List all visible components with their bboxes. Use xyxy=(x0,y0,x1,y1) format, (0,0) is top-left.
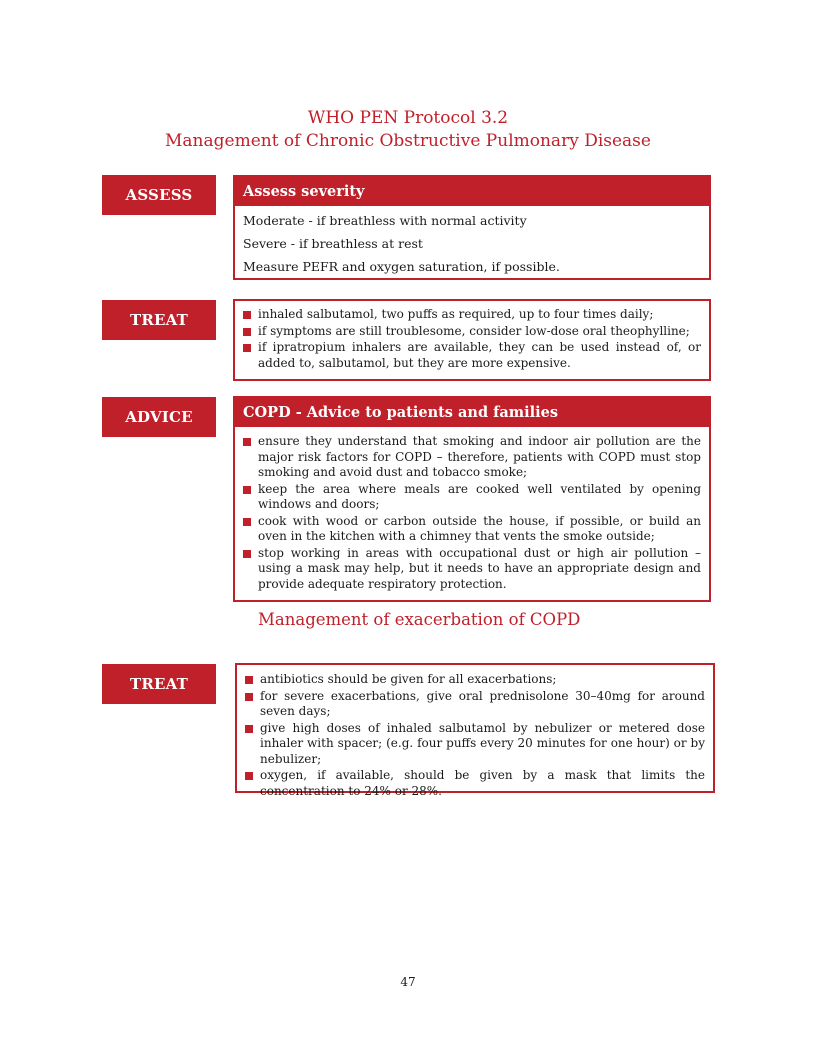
bullet-icon xyxy=(243,486,251,494)
advice-label: ADVICE xyxy=(102,397,216,437)
assess-line-severe: Severe - if breathless at rest xyxy=(243,236,423,251)
bullet-icon xyxy=(245,725,253,733)
bullet-icon xyxy=(243,344,251,352)
exacerbation-title: Management of exacerbation of COPD xyxy=(258,610,581,629)
protocol-title: WHO PEN Protocol 3.2 xyxy=(307,108,509,128)
list-item: stop working in areas with occupational dust or high air pollution – using a mask may help, but it needs to have an appropriate design and provide adequate respiratory protection. xyxy=(243,546,701,593)
page-number: 47 xyxy=(400,975,416,989)
list-item: if ipratropium inhalers are available, they can be used instead of, or added to, salbutamol, but they are more expensive. xyxy=(243,340,701,371)
list-item: give high doses of inhaled salbutamol by nebulizer or metered dose inhaler with spacer; (e.g. four puffs every 20 minutes for one hour) or by nebulizer; xyxy=(245,721,705,768)
list-item: oxygen, if available, should be given by a mask that limits the concentration to 24% or 28%. xyxy=(245,768,705,799)
treat-exacerbation-box xyxy=(235,663,715,798)
bullet-icon xyxy=(245,693,253,701)
list-item: inhaled salbutamol, two puffs as required, up to four times daily; xyxy=(243,307,701,323)
bullet-icon xyxy=(243,328,251,336)
treat-list xyxy=(235,301,709,371)
assess-header: Assess severity xyxy=(235,177,709,206)
assess-label: ASSESS xyxy=(102,175,216,215)
bullet-icon xyxy=(243,518,251,526)
list-item: cook with wood or carbon outside the house, if possible, or build an oven in the kitchen with a chimney that vents the smoke outside; xyxy=(243,514,701,545)
advice-list xyxy=(235,427,709,592)
assess-line-moderate: Moderate - if breathless with normal activity xyxy=(243,213,527,228)
bullet-icon xyxy=(245,772,253,780)
assess-box xyxy=(233,175,711,280)
treat-exacerbation-label: TREAT xyxy=(102,664,216,704)
bullet-icon xyxy=(245,676,253,684)
bullet-icon xyxy=(243,438,251,446)
advice-box xyxy=(233,396,711,602)
treat-exacerbation-list xyxy=(237,665,713,799)
list-item: antibiotics should be given for all exacerbations; xyxy=(245,672,705,688)
list-item: for severe exacerbations, give oral prednisolone 30–40mg for around seven days; xyxy=(245,689,705,720)
bullet-icon xyxy=(243,550,251,558)
assess-line-measure: Measure PEFR and oxygen saturation, if possible. xyxy=(243,259,560,274)
treat-box xyxy=(233,299,711,381)
list-item: if symptoms are still troublesome, consider low-dose oral theophylline; xyxy=(243,324,701,340)
protocol-subtitle: Management of Chronic Obstructive Pulmonary Disease xyxy=(165,131,651,151)
advice-header: COPD - Advice to patients and families xyxy=(235,398,709,427)
list-item: ensure they understand that smoking and indoor air pollution are the major risk factors for COPD – therefore, patients with COPD must stop smoking and avoid dust and tobacco smoke; xyxy=(243,434,701,481)
list-item: keep the area where meals are cooked well ventilated by opening windows and doors; xyxy=(243,482,701,513)
treat-label: TREAT xyxy=(102,300,216,340)
bullet-icon xyxy=(243,311,251,319)
